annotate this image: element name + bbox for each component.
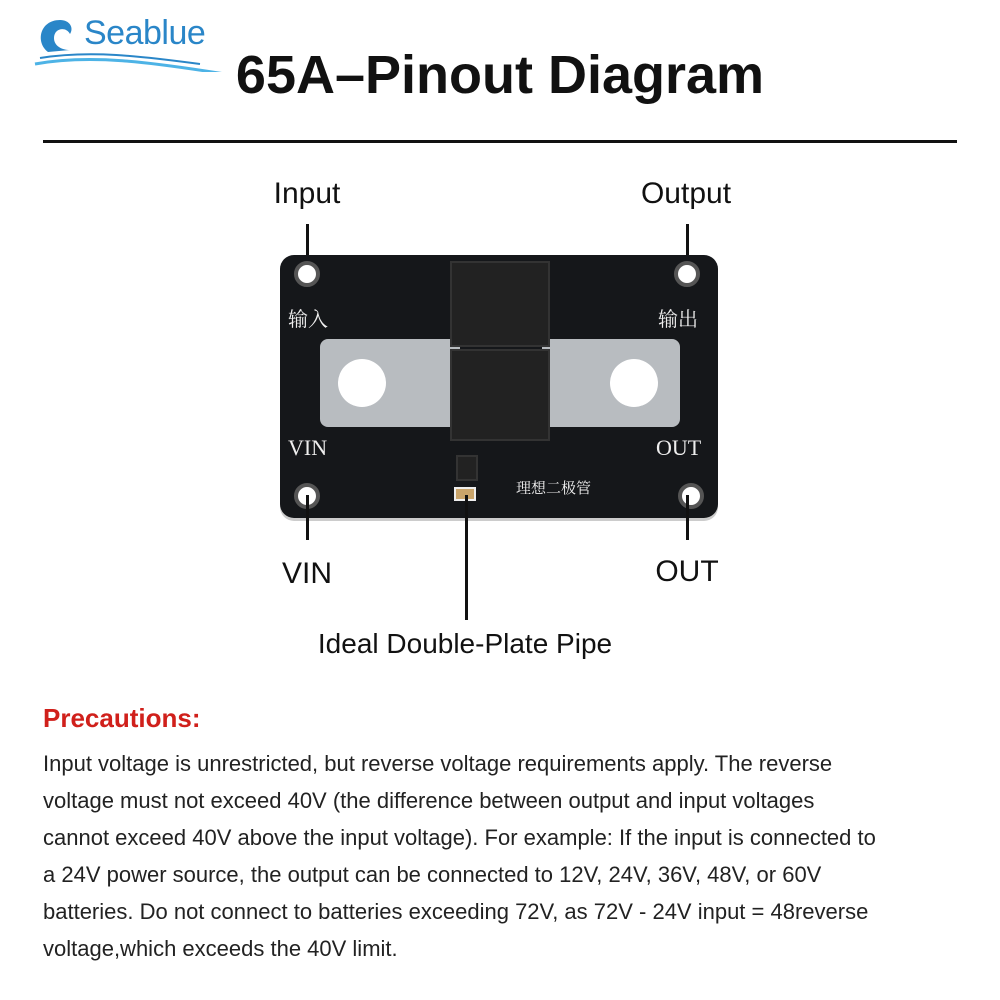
silk-ideal-diode-cn: 理想二极管 <box>516 481 592 497</box>
mount-hole <box>674 261 700 287</box>
silk-vin: VIN <box>288 435 328 460</box>
mosfet-chip <box>450 261 550 347</box>
label-out: OUT <box>655 555 719 588</box>
precautions-text <box>43 745 876 967</box>
label-input: Input <box>273 177 341 210</box>
page-title: 65A–Pinout Diagram <box>235 45 765 105</box>
label-output: Output <box>640 177 732 210</box>
silk-out: OUT <box>656 435 702 460</box>
brand-name: Seablue <box>84 14 206 52</box>
precautions-line: Input voltage is unrestricted, but reverse voltage requirements apply. The reverse <box>43 751 833 776</box>
precautions-heading: Precautions: <box>43 703 201 733</box>
precautions-line: cannot exceed 40V above the input voltage). For example: If the input is connected to <box>43 825 876 850</box>
controller-ic <box>456 455 478 481</box>
mosfet-chip <box>450 349 550 441</box>
precautions-line: voltage must not exceed 40V (the difference between output and input voltages <box>43 788 815 813</box>
precautions-line: a 24V power source, the output can be connected to 12V, 24V, 36V, 48V, or 60V <box>43 862 822 887</box>
label-vin: VIN <box>281 557 333 590</box>
precautions-line: batteries. Do not connect to batteries exceeding 72V, as 72V - 24V input = 48reverse <box>43 899 869 924</box>
label-ideal-double-plate-pipe: Ideal Double-Plate Pipe <box>317 628 613 659</box>
silk-input-cn: 输入 <box>288 309 328 331</box>
pointer-line-vin <box>306 495 309 540</box>
out-terminal-hole <box>610 359 658 407</box>
vin-terminal-hole <box>338 359 386 407</box>
silk-output-cn: 输出 <box>658 309 698 331</box>
mount-hole <box>678 483 704 509</box>
mount-hole <box>294 261 320 287</box>
pointer-line-ideal <box>465 495 468 620</box>
pcb-board <box>280 255 718 518</box>
precautions-line: voltage,which exceeds the 40V limit. <box>43 936 398 961</box>
pointer-line-out <box>686 495 689 540</box>
title-divider <box>43 140 957 143</box>
